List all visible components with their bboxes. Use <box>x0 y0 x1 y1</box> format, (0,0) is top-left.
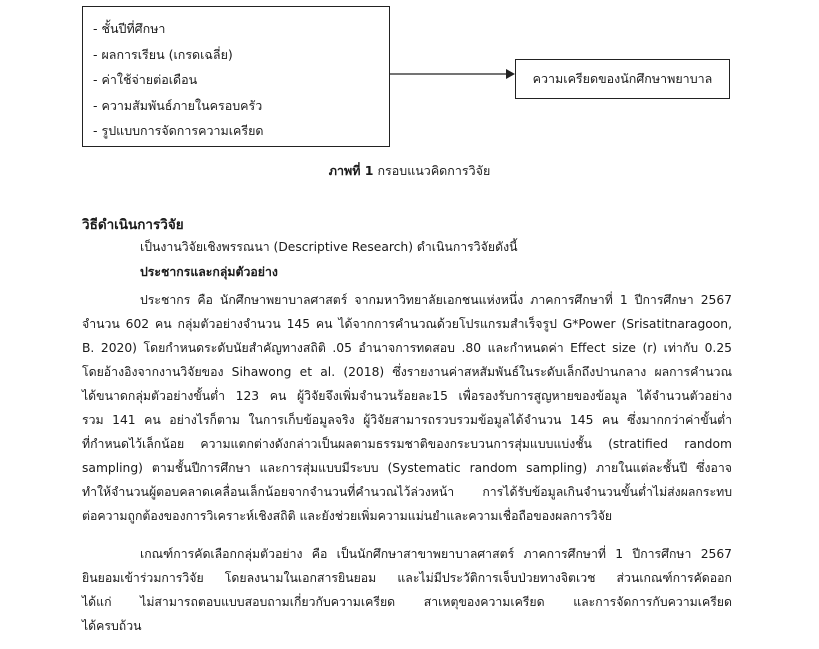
caption-text: กรอบแนวคิดการวิจัย <box>373 163 491 178</box>
caption-label: ภาพที่ 1 <box>328 163 374 178</box>
variable-item: - รูปแบบการจัดการความเครียด <box>93 123 264 138</box>
variable-item: - ค่าใช้จ่ายต่อเดือน <box>93 72 198 87</box>
paragraph-line: B. 2020) โดยกำหนดระดับนัยสำคัญทางสถิติ .05 อำนาจการทดสอบ .80 และกำหนดค่า Effect size (r) เท่ากับ 0.25 <box>82 341 732 355</box>
independent-variables-box <box>82 6 390 147</box>
section-heading: วิธีดำเนินการวิจัย <box>82 217 184 233</box>
variable-item: - ชั้นปีที่ศึกษา <box>93 21 166 36</box>
paragraph-line: ได้ขนาดกลุ่มตัวอย่างขั้นต่ำ 123 คน ผู้วิจัยจึงเพิ่มจำนวนร้อยละ15 เพื่อรองรับการสูญหายของข้อมูล ได้จำนวนตัวอย่าง <box>82 389 732 403</box>
intro-text: เป็นงานวิจัยเชิงพรรณนา (Descriptive Research) ดำเนินการวิจัยดังนี้ <box>140 240 518 254</box>
paragraph-line: ยินยอมเข้าร่วมการวิจัย โดยลงนามในเอกสารยินยอม และไม่มีประวัติการเจ็บป่วยทางจิตเวช ส่วนเกณฑ์การคัดออก <box>82 571 732 585</box>
paragraph-line: ประชากร คือ นักศึกษาพยาบาลศาสตร์ จากมหาวิทยาลัยเอกชนแห่งหนึ่ง ภาคการศึกษาที่ 1 ปีการศึกษา 2567 <box>140 293 732 307</box>
paragraph-line: ที่กำหนดไว้เล็กน้อย ความแตกต่างดังกล่าวเป็นผลตามธรรมชาติของกระบวนการสุ่มแบบแบ่งชั้น (stratified random <box>82 437 732 451</box>
paragraph-line: เกณฑ์การคัดเลือกกลุ่มตัวอย่าง คือ เป็นนักศึกษาสาขาพยาบาลศาสตร์ ภาคการศึกษาที่ 1 ปีการศึกษา 2567 <box>140 547 732 561</box>
variable-item: - ผลการเรียน (เกรดเฉลี่ย) <box>93 46 233 62</box>
paragraph-line: จำนวน 602 คน กลุ่มตัวอย่างจำนวน 145 คน ได้จากการคำนวณด้วยโปรแกรมสำเร็จรูป G*Power (Srisatitnaragoon, <box>82 317 732 331</box>
figure-caption <box>0 161 819 181</box>
paragraph-line: รวม 141 คน อย่างไรก็ตาม ในการเก็บข้อมูลจริง ผู้วิจัยสามารถรวบรวมข้อมูลได้จำนวน 145 คน ซึ่งมากกว่าค่าขั้นต่ำ <box>82 413 732 427</box>
subheading: ประชากรและกลุ่มตัวอย่าง <box>140 265 278 279</box>
arrow-right-icon <box>390 66 516 82</box>
paragraph-line: ได้แก่ ไม่สามารถตอบแบบสอบถามเกี่ยวกับความเครียด สาเหตุของความเครียด และการจัดการกับความเครียด <box>82 595 732 609</box>
paragraph-line: โดยอ้างอิงจากงานวิจัยของ Sihawong et al. (2018) ซึ่งรายงานค่าสหสัมพันธ์ในระดับเล็กถึงปานกลาง ผลการคำนวณ <box>82 365 732 379</box>
dependent-variable-box: ความเครียดของนักศึกษาพยาบาล <box>515 59 730 99</box>
paragraph-line: sampling) ตามชั้นปีการศึกษา และการสุ่มแบบมีระบบ (Systematic random sampling) ภายในแต่ละชั้นปี ซึ่งอาจ <box>82 461 732 475</box>
variable-item: - ความสัมพันธ์ภายในครอบครัว <box>93 97 263 113</box>
paragraph-line: ได้ครบถ้วน <box>82 619 142 633</box>
paragraph-line: ต่อความถูกต้องของการวิเคราะห์เชิงสถิติ และยังช่วยเพิ่มความแม่นยำและความเชื่อถือของผลการวิจัย <box>82 509 613 523</box>
paragraph-line: ทำให้จำนวนผู้ตอบคลาดเคลื่อนเล็กน้อยจากจำนวนที่คำนวณไว้ล่วงหน้า การได้รับข้อมูลเกินจำนวนขั้นต่ำไม่ส่งผลกระทบ <box>82 485 732 499</box>
